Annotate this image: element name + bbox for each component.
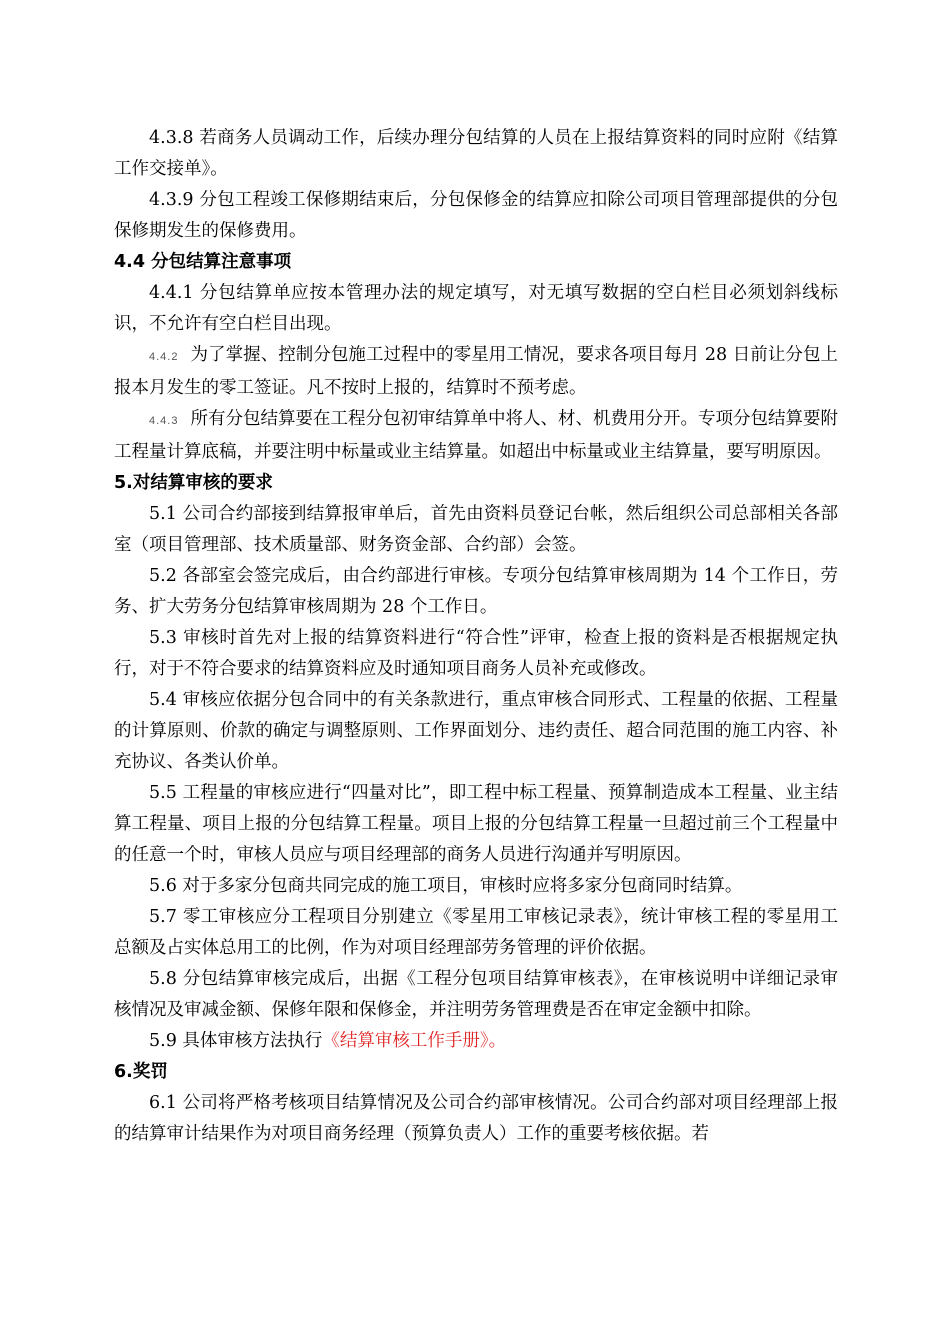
- paragraph-5-1: 5.1 公司合约部接到结算报审单后，首先由资料员登记台帐，然后组织公司总部相关各部室（项目管理部、技术质量部、财务资金部、合约部）会签。: [114, 504, 838, 555]
- heading-4-4: 4.4 分包结算注意事项: [114, 252, 292, 272]
- paragraph-4-3-9: 4.3.9 分包工程竣工保修期结束后，分包保修金的结算应扣除公司项目管理部提供的分包保修期发生的保修费用。: [114, 190, 838, 241]
- paragraph-5-2: 5.2 各部室会签完成后，由合约部进行审核。专项分包结算审核周期为 14 个工作日，劳务、扩大劳务分包结算审核周期为 28 个工作日。: [114, 566, 838, 617]
- paragraph-text: 5.9 具体审核方法执行: [149, 1031, 323, 1051]
- paragraph-number: 4.4.2: [149, 351, 179, 363]
- paragraph-5-7: 5.7 零工审核应分工程项目分别建立《零星用工审核记录表》，统计审核工程的零星用工总额及占实体总用工的比例，作为对项目经理部劳务管理的评价依据。: [114, 907, 838, 958]
- paragraph-4-4-3: [114, 404, 838, 468]
- heading-6: 6.奖罚: [114, 1062, 168, 1082]
- paragraph-5-9: [114, 1026, 838, 1057]
- paragraph-5-5: 5.5 工程量的审核应进行“四量对比”，即工程中标工程量、预算制造成本工程量、业主结算工程量、项目上报的分包结算工程量。项目上报的分包结算工程量一旦超过前三个工程量中的任意一个时，审核人员应与项目经理部的商务人员进行沟通并写明原因。: [114, 783, 838, 865]
- paragraph-5-6: 5.6 对于多家分包商共同完成的施工项目，审核时应将多家分包商同时结算。: [149, 876, 743, 896]
- paragraph-5-4: 5.4 审核应依据分包合同中的有关条款进行，重点审核合同形式、工程量的依据、工程量的计算原则、价款的确定与调整原则、工作界面划分、违约责任、超合同范围的施工内容、补充协议、各类认价单。: [114, 690, 838, 772]
- heading-5: 5.对结算审核的要求: [114, 473, 273, 493]
- paragraph-5-3: 5.3 审核时首先对上报的结算资料进行“符合性”评审，检查上报的资料是否根据规定执行，对于不符合要求的结算资料应及时通知项目商务人员补充或修改。: [114, 628, 838, 679]
- paragraph-text: 为了掌握、控制分包施工过程中的零星用工情况，要求各项目每月 28 日前让分包上报本月发生的零工签证。凡不按时上报的，结算时不预考虑。: [114, 345, 838, 398]
- manual-reference: 《结算审核工作手册》。: [322, 1031, 507, 1051]
- paragraph-4-3-8: 4.3.8 若商务人员调动工作，后续办理分包结算的人员在上报结算资料的同时应附《结算工作交接单》。: [114, 128, 838, 179]
- paragraph-6-1: 6.1 公司将严格考核项目结算情况及公司合约部审核情况。公司合约部对项目经理部上报的结算审计结果作为对项目商务经理（预算负责人）工作的重要考核依据。若: [114, 1093, 838, 1144]
- paragraph-number: 4.4.3: [149, 415, 179, 427]
- paragraph-4-4-2: [114, 340, 838, 404]
- paragraph-text: 所有分包结算要在工程分包初审结算单中将人、材、机费用分开。专项分包结算要附工程量计算底稿，并要注明中标量或业主结算量。如超出中标量或业主结算量，要写明原因。: [114, 409, 838, 462]
- paragraph-4-4-1: 4.4.1 分包结算单应按本管理办法的规定填写，对无填写数据的空白栏目必须划斜线标识，不允许有空白栏目出现。: [114, 283, 838, 334]
- document-body: [114, 123, 838, 1150]
- paragraph-5-8: 5.8 分包结算审核完成后，出据《工程分包项目结算审核表》，在审核说明中详细记录审核情况及审减金额、保修年限和保修金，并注明劳务管理费是否在审定金额中扣除。: [114, 969, 838, 1020]
